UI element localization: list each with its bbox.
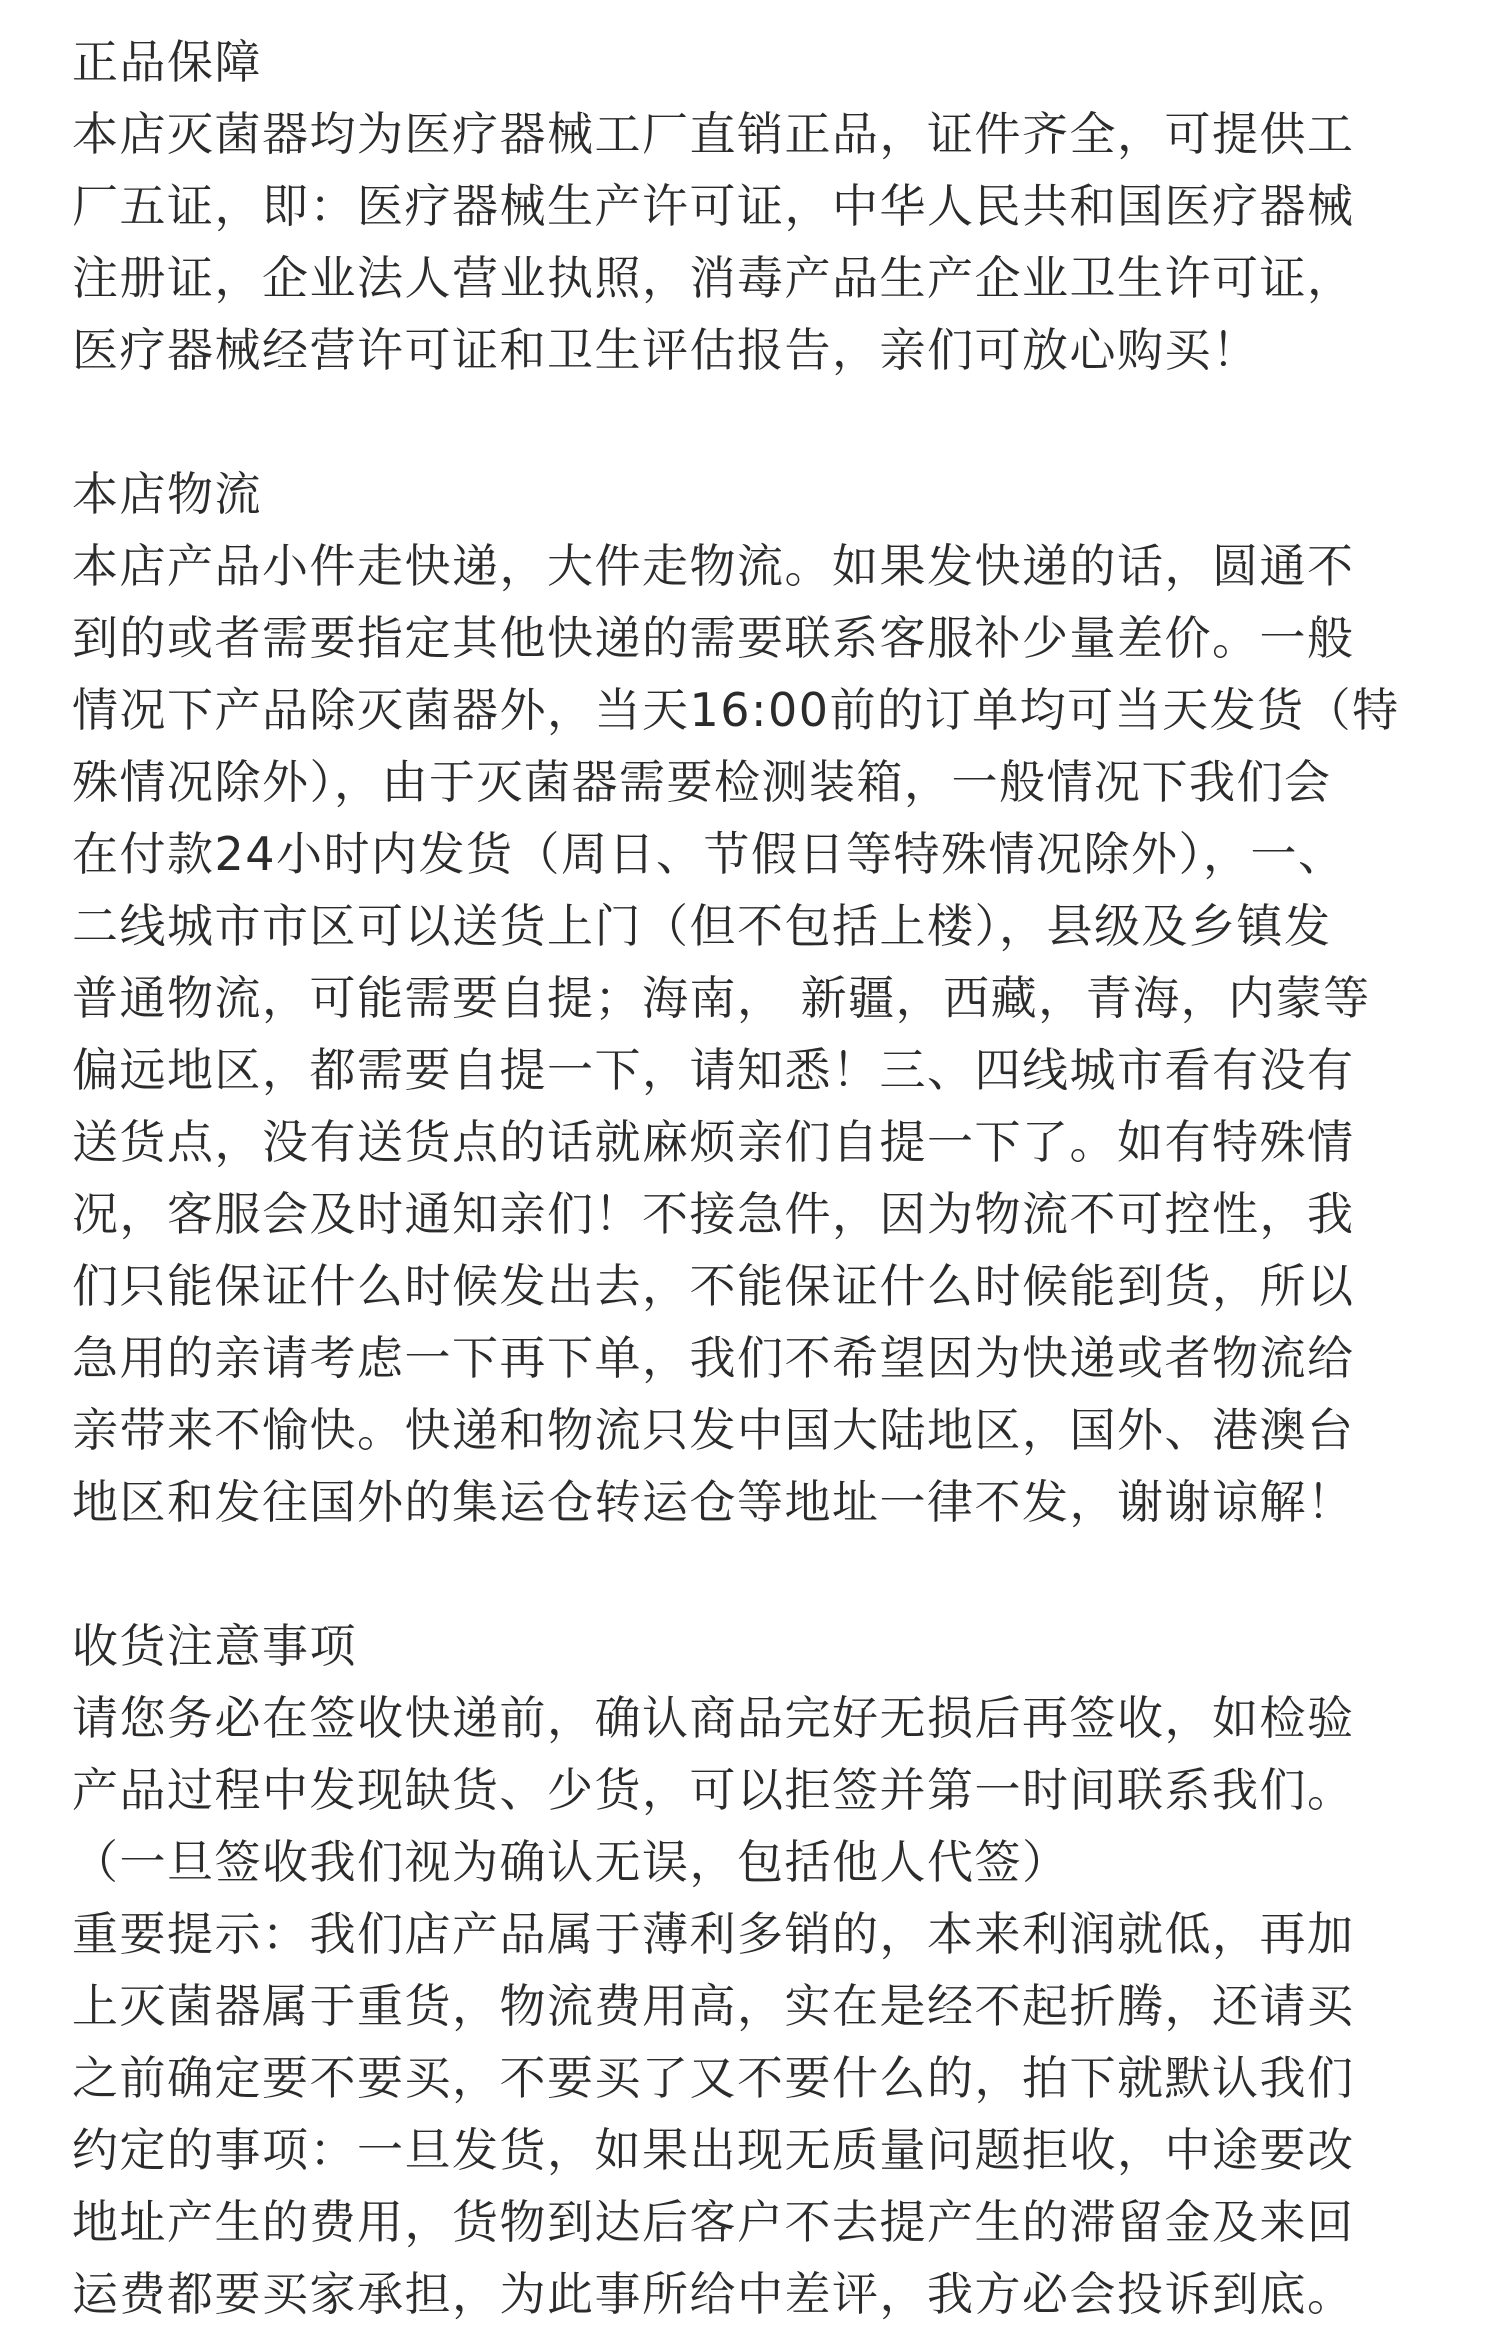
paragraph-line: 上灭菌器属于重货，物流费用高，实在是经不起折腾，还请买 xyxy=(72,1979,1355,2033)
paragraph-line: 在付款24小时内发货（周日、节假日等特殊情况除外），一、 xyxy=(72,827,1346,881)
paragraph-line: 重要提示：我们店产品属于薄利多销的，本来利润就低，再加 xyxy=(72,1907,1355,1961)
paragraph-line: 普通物流，可能需要自提；海南， 新疆，西藏，青海，内蒙等 xyxy=(72,971,1371,1025)
paragraph-line: 亲带来不愉快。快递和物流只发中国大陆地区，国外、港澳台 xyxy=(72,1403,1355,1457)
paragraph-line: 厂五证，即：医疗器械生产许可证，中华人民共和国医疗器械 xyxy=(72,179,1355,233)
paragraph-line: 们只能保证什么时候发出去，不能保证什么时候能到货，所以 xyxy=(72,1259,1355,1313)
paragraph-line: 殊情况除外），由于灭菌器需要检测装箱，一般情况下我们会 xyxy=(72,755,1332,809)
paragraph-line: 约定的事项：一旦发货，如果出现无质量问题拒收，中途要改 xyxy=(72,2123,1355,2177)
paragraph-line: 二线城市市区可以送货上门（但不包括上楼），县级及乡镇发 xyxy=(72,899,1332,953)
paragraph-line: 送货点，没有送货点的话就麻烦亲们自提一下了。如有特殊情 xyxy=(72,1115,1355,1169)
paragraph-line: 产品过程中发现缺货、少货，可以拒签并第一时间联系我们。 xyxy=(72,1763,1355,1817)
section-title: 收货注意事项 xyxy=(72,1619,357,1673)
paragraph-line: 本店产品小件走快递，大件走物流。如果发快递的话，圆通不 xyxy=(72,539,1355,593)
paragraph-line: 本店灭菌器均为医疗器械工厂直销正品，证件齐全，可提供工 xyxy=(72,107,1355,161)
paragraph-line: 况，客服会及时通知亲们！不接急件，因为物流不可控性，我 xyxy=(72,1187,1355,1241)
paragraph-line: 偏远地区，都需要自提一下，请知悉！三、四线城市看有没有 xyxy=(72,1043,1355,1097)
paragraph-line: 地区和发往国外的集运仓转运仓等地址一律不发，谢谢谅解！ xyxy=(72,1475,1355,1529)
paragraph-line: 地址产生的费用，货物到达后客户不去提产生的滞留金及来回 xyxy=(72,2195,1355,2249)
section-spacer xyxy=(72,1538,1472,1610)
paragraph-line: 请您务必在签收快递前，确认商品完好无损后再签收，如检验 xyxy=(72,1691,1355,1745)
section-spacer xyxy=(72,386,1472,458)
paragraph-line: 医疗器械经营许可证和卫生评估报告，亲们可放心购买！ xyxy=(72,323,1260,377)
section-receiving-notes xyxy=(72,1610,1472,2330)
section-title: 本店物流 xyxy=(72,467,262,521)
section-logistics xyxy=(72,458,1472,1538)
paragraph-line: 到的或者需要指定其他快递的需要联系客服补少量差价。一般 xyxy=(72,611,1355,665)
paragraph-line: （一旦签收我们视为确认无误，包括他人代签） xyxy=(72,1835,1070,1889)
paragraph-line: 急用的亲请考虑一下再下单，我们不希望因为快递或者物流给 xyxy=(72,1331,1355,1385)
paragraph-line: 运费都要买家承担，为此事所给中差评，我方必会投诉到底。 xyxy=(72,2267,1355,2321)
notice-document xyxy=(72,26,1472,2330)
paragraph-line: 情况下产品除灭菌器外，当天16:00前的订单均可当天发货（特 xyxy=(72,683,1400,737)
paragraph-line: 注册证，企业法人营业执照，消毒产品生产企业卫生许可证， xyxy=(72,251,1355,305)
paragraph-line: 之前确定要不要买，不要买了又不要什么的，拍下就默认我们 xyxy=(72,2051,1355,2105)
section-authenticity xyxy=(72,26,1472,386)
section-title: 正品保障 xyxy=(72,35,262,89)
